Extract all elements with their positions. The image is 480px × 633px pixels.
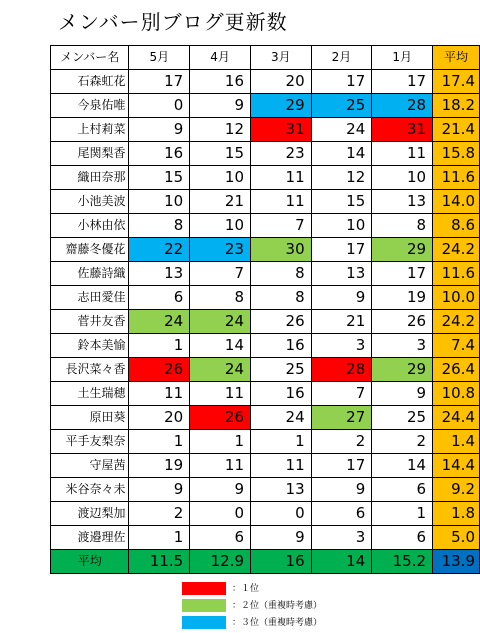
count-cell: 19 bbox=[129, 454, 190, 478]
member-name-cell: 志田愛佳 bbox=[51, 286, 129, 310]
count-cell: 11 bbox=[372, 142, 433, 166]
table-row bbox=[51, 94, 480, 118]
member-name-cell: 渡邉理佐 bbox=[51, 526, 129, 550]
count-cell: 19 bbox=[372, 286, 433, 310]
count-cell: 9 bbox=[311, 478, 372, 502]
member-name-cell: 織田奈那 bbox=[51, 166, 129, 190]
member-name-cell: 菅井友香 bbox=[51, 310, 129, 334]
count-cell: 3 bbox=[372, 334, 433, 358]
count-cell: 20 bbox=[251, 70, 312, 94]
table-row bbox=[51, 70, 480, 94]
count-cell: 11 bbox=[129, 382, 190, 406]
count-cell: 8 bbox=[251, 286, 312, 310]
member-name-cell: 小林由依 bbox=[51, 214, 129, 238]
count-cell: 8 bbox=[251, 262, 312, 286]
count-cell: 16 bbox=[190, 70, 251, 94]
count-cell: 6 bbox=[372, 526, 433, 550]
count-cell: 1 bbox=[129, 430, 190, 454]
count-cell: 11 bbox=[251, 166, 312, 190]
table-row bbox=[51, 454, 480, 478]
member-average-cell: 17.4 bbox=[433, 70, 480, 94]
legend-swatch-green bbox=[182, 599, 226, 612]
page-title: メンバー別ブログ更新数 bbox=[58, 10, 288, 34]
count-cell: 7 bbox=[251, 214, 312, 238]
member-average-cell: 26.4 bbox=[433, 358, 480, 382]
count-cell: 26 bbox=[251, 310, 312, 334]
member-name-cell: 佐藤詩織 bbox=[51, 262, 129, 286]
header-average: 平均 bbox=[433, 46, 480, 70]
count-cell: 9 bbox=[311, 286, 372, 310]
member-name-cell: 上村莉菜 bbox=[51, 118, 129, 142]
count-cell: 13 bbox=[372, 190, 433, 214]
table-row bbox=[51, 214, 480, 238]
count-cell: 17 bbox=[129, 70, 190, 94]
member-average-cell: 15.8 bbox=[433, 142, 480, 166]
member-average-cell: 14.0 bbox=[433, 190, 480, 214]
count-cell: 17 bbox=[311, 238, 372, 262]
count-cell: 3 bbox=[311, 334, 372, 358]
blog-update-table bbox=[50, 45, 480, 574]
member-average-cell: 24.2 bbox=[433, 238, 480, 262]
count-cell: 10 bbox=[129, 190, 190, 214]
count-cell: 9 bbox=[129, 118, 190, 142]
count-cell: 28 bbox=[311, 358, 372, 382]
count-cell: 0 bbox=[190, 502, 251, 526]
count-cell: 11 bbox=[251, 454, 312, 478]
count-cell: 9 bbox=[251, 526, 312, 550]
count-cell: 1 bbox=[251, 430, 312, 454]
member-average-cell: 7.4 bbox=[433, 334, 480, 358]
count-cell: 23 bbox=[251, 142, 312, 166]
count-cell: 17 bbox=[372, 70, 433, 94]
header-may: 5月 bbox=[129, 46, 190, 70]
count-cell: 6 bbox=[129, 286, 190, 310]
table-row bbox=[51, 310, 480, 334]
member-name-cell: 原田葵 bbox=[51, 406, 129, 430]
count-cell: 24 bbox=[190, 310, 251, 334]
member-name-cell: 長沢菜々香 bbox=[51, 358, 129, 382]
member-name-cell: 守屋茜 bbox=[51, 454, 129, 478]
legend-swatch-red bbox=[182, 582, 226, 595]
count-cell: 0 bbox=[251, 502, 312, 526]
count-cell: 26 bbox=[129, 358, 190, 382]
member-name-cell: 米谷奈々未 bbox=[51, 478, 129, 502]
member-average-cell: 11.6 bbox=[433, 166, 480, 190]
average-row bbox=[51, 550, 480, 574]
member-name-cell: 齋藤冬優花 bbox=[51, 238, 129, 262]
count-cell: 23 bbox=[190, 238, 251, 262]
count-cell: 24 bbox=[311, 118, 372, 142]
count-cell: 29 bbox=[372, 238, 433, 262]
table-row bbox=[51, 166, 480, 190]
table-row bbox=[51, 406, 480, 430]
member-average-cell: 21.4 bbox=[433, 118, 480, 142]
count-cell: 2 bbox=[129, 502, 190, 526]
count-cell: 10 bbox=[311, 214, 372, 238]
count-cell: 15 bbox=[190, 142, 251, 166]
count-cell: 9 bbox=[190, 478, 251, 502]
count-cell: 7 bbox=[311, 382, 372, 406]
count-cell: 1 bbox=[372, 502, 433, 526]
header-january: 1月 bbox=[372, 46, 433, 70]
count-cell: 20 bbox=[129, 406, 190, 430]
count-cell: 25 bbox=[311, 94, 372, 118]
count-cell: 8 bbox=[129, 214, 190, 238]
count-cell: 8 bbox=[190, 286, 251, 310]
table-row bbox=[51, 286, 480, 310]
count-cell: 27 bbox=[311, 406, 372, 430]
count-cell: 29 bbox=[251, 94, 312, 118]
count-cell: 30 bbox=[251, 238, 312, 262]
member-name-cell: 平手友梨奈 bbox=[51, 430, 129, 454]
count-cell: 1 bbox=[129, 334, 190, 358]
count-cell: 17 bbox=[311, 70, 372, 94]
count-cell: 2 bbox=[372, 430, 433, 454]
member-name-cell: 小池美波 bbox=[51, 190, 129, 214]
count-cell: 3 bbox=[311, 526, 372, 550]
count-cell: 0 bbox=[129, 94, 190, 118]
count-cell: 11 bbox=[251, 190, 312, 214]
count-cell: 16 bbox=[251, 334, 312, 358]
member-average-cell: 8.6 bbox=[433, 214, 480, 238]
count-cell: 7 bbox=[190, 262, 251, 286]
count-cell: 9 bbox=[129, 478, 190, 502]
average-row-cell: 15.2 bbox=[372, 550, 433, 574]
count-cell: 13 bbox=[251, 478, 312, 502]
count-cell: 28 bbox=[372, 94, 433, 118]
count-cell: 25 bbox=[251, 358, 312, 382]
count-cell: 9 bbox=[190, 94, 251, 118]
count-cell: 10 bbox=[372, 166, 433, 190]
count-cell: 26 bbox=[372, 310, 433, 334]
count-cell: 26 bbox=[190, 406, 251, 430]
overall-average-cell: 13.9 bbox=[433, 550, 480, 574]
count-cell: 12 bbox=[311, 166, 372, 190]
count-cell: 31 bbox=[251, 118, 312, 142]
count-cell: 16 bbox=[129, 142, 190, 166]
member-name-cell: 渡辺梨加 bbox=[51, 502, 129, 526]
average-row-cell: 12.9 bbox=[190, 550, 251, 574]
count-cell: 15 bbox=[311, 190, 372, 214]
table-row bbox=[51, 118, 480, 142]
legend-swatch-blue bbox=[182, 616, 226, 629]
legend-label: ：３位（重複時考慮） bbox=[232, 618, 323, 628]
count-cell: 11 bbox=[190, 382, 251, 406]
member-average-cell: 10.8 bbox=[433, 382, 480, 406]
count-cell: 24 bbox=[129, 310, 190, 334]
member-average-cell: 1.8 bbox=[433, 502, 480, 526]
count-cell: 24 bbox=[190, 358, 251, 382]
table-row bbox=[51, 190, 480, 214]
header-march: 3月 bbox=[251, 46, 312, 70]
count-cell: 29 bbox=[372, 358, 433, 382]
count-cell: 14 bbox=[372, 454, 433, 478]
count-cell: 21 bbox=[190, 190, 251, 214]
table-row bbox=[51, 478, 480, 502]
member-name-cell: 土生瑞穂 bbox=[51, 382, 129, 406]
count-cell: 17 bbox=[372, 262, 433, 286]
member-average-cell: 10.0 bbox=[433, 286, 480, 310]
member-average-cell: 1.4 bbox=[433, 430, 480, 454]
count-cell: 1 bbox=[129, 526, 190, 550]
member-average-cell: 24.4 bbox=[433, 406, 480, 430]
count-cell: 17 bbox=[311, 454, 372, 478]
average-row-cell: 11.5 bbox=[129, 550, 190, 574]
member-average-cell: 11.6 bbox=[433, 262, 480, 286]
count-cell: 10 bbox=[190, 214, 251, 238]
table-row bbox=[51, 526, 480, 550]
table-row bbox=[51, 502, 480, 526]
count-cell: 15 bbox=[129, 166, 190, 190]
count-cell: 1 bbox=[190, 430, 251, 454]
average-row-cell: 14 bbox=[311, 550, 372, 574]
header-april: 4月 bbox=[190, 46, 251, 70]
member-average-cell: 18.2 bbox=[433, 94, 480, 118]
member-name-cell: 今泉佑唯 bbox=[51, 94, 129, 118]
count-cell: 12 bbox=[190, 118, 251, 142]
header-february: 2月 bbox=[311, 46, 372, 70]
table-row bbox=[51, 142, 480, 166]
count-cell: 31 bbox=[372, 118, 433, 142]
count-cell: 14 bbox=[190, 334, 251, 358]
member-average-cell: 9.2 bbox=[433, 478, 480, 502]
count-cell: 6 bbox=[190, 526, 251, 550]
legend-label: ：１位 bbox=[232, 584, 260, 594]
table-row bbox=[51, 238, 480, 262]
table-row bbox=[51, 334, 480, 358]
count-cell: 8 bbox=[372, 214, 433, 238]
table-body bbox=[51, 70, 480, 550]
table-row bbox=[51, 358, 480, 382]
count-cell: 9 bbox=[372, 382, 433, 406]
count-cell: 10 bbox=[190, 166, 251, 190]
table-row bbox=[51, 262, 480, 286]
count-cell: 11 bbox=[190, 454, 251, 478]
count-cell: 13 bbox=[129, 262, 190, 286]
member-average-cell: 14.4 bbox=[433, 454, 480, 478]
header-member-name: メンバー名 bbox=[51, 46, 129, 70]
count-cell: 21 bbox=[311, 310, 372, 334]
average-row-label: 平均 bbox=[51, 550, 129, 574]
legend-label: ：２位（重複時考慮） bbox=[232, 601, 323, 611]
count-cell: 24 bbox=[251, 406, 312, 430]
count-cell: 2 bbox=[311, 430, 372, 454]
member-name-cell: 鈴本美愉 bbox=[51, 334, 129, 358]
table-row bbox=[51, 430, 480, 454]
count-cell: 14 bbox=[311, 142, 372, 166]
member-average-cell: 5.0 bbox=[433, 526, 480, 550]
count-cell: 13 bbox=[311, 262, 372, 286]
average-row-cell: 16 bbox=[251, 550, 312, 574]
count-cell: 6 bbox=[372, 478, 433, 502]
count-cell: 16 bbox=[251, 382, 312, 406]
header-row bbox=[51, 46, 480, 70]
table-row bbox=[51, 382, 480, 406]
count-cell: 6 bbox=[311, 502, 372, 526]
member-name-cell: 石森虹花 bbox=[51, 70, 129, 94]
member-average-cell: 24.2 bbox=[433, 310, 480, 334]
count-cell: 25 bbox=[372, 406, 433, 430]
member-name-cell: 尾関梨香 bbox=[51, 142, 129, 166]
count-cell: 22 bbox=[129, 238, 190, 262]
